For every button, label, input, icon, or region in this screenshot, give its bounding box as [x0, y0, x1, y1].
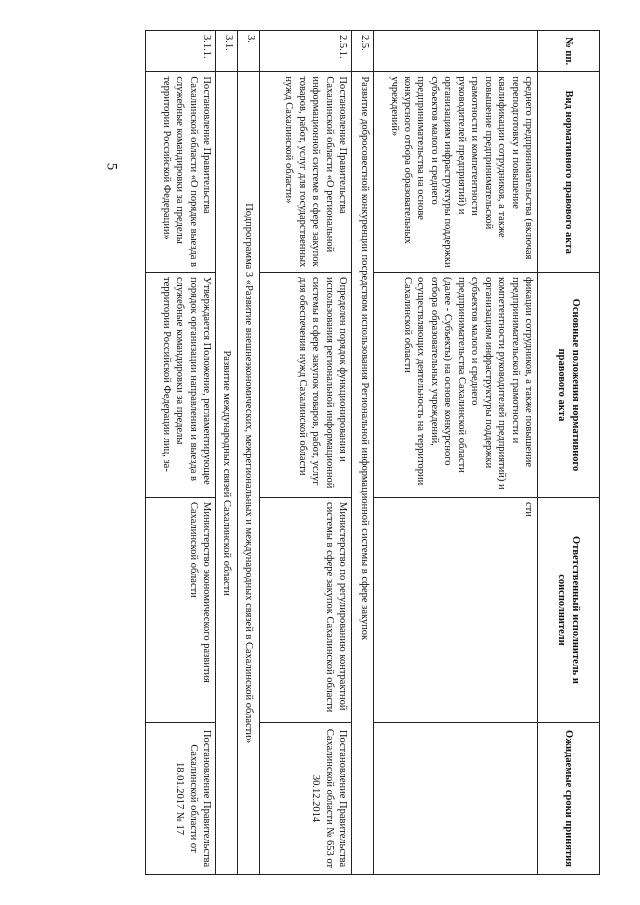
cell-term: Постановление Правительства Сахалинской области от 18.01.2017 № 17 [146, 722, 216, 874]
cell-num: 2.5.1. [260, 31, 352, 72]
section-num: 2.5. [352, 31, 374, 72]
rotated-content [100, 30, 600, 875]
section-num: 3. [238, 31, 260, 72]
page-number: 5 [103, 162, 120, 171]
header-kind: Вид нормативного правового акта [538, 72, 600, 273]
header-num: № пп. [538, 31, 600, 72]
section-num: 3.1. [216, 31, 238, 72]
table-row [146, 31, 216, 875]
section-title: Развитие международных связей Сахалинской области [216, 72, 238, 875]
cell-executor: Министерство по регулированию контрактной системы в сфере закупок Сахалинской области [260, 497, 352, 722]
cell-kind: Постановление Правительства Сахалинской области «О региональной информационной системе в сфере закупок товаров, работ, услуг для государственных нужд Сахалинской области» [260, 72, 352, 273]
section-row-3 [238, 31, 260, 875]
cell-term [374, 722, 538, 874]
section-title: Подпрограмма 3 «Развитие внешнеэкономических, межрегиональных и международных связей в Сахалинской области» [238, 72, 260, 875]
cell-term: Постановление Правительства Сахалинской области № 653 от 30.12.2014 [260, 722, 352, 874]
cell-kind: Постановление Правительства Сахалинской области «О порядке выезда в служебные командировки за пределы территории Российской Федерации» [146, 72, 216, 273]
section-row-2-5 [352, 31, 374, 875]
cell-num [374, 31, 538, 72]
cell-kind: среднего предпринимательства (включая переподготовку и повышение квалификации сотрудников, а также повышение предпринимательской грамотности и компетентности руководителей предприятий) и организациям инфраструктуры поддержки субъектов малого и среднего предпринимательства на основе конкурсного отбора образовательных учреждений» [374, 72, 538, 273]
header-row [538, 31, 600, 875]
header-executor: Ответственный исполнитель и соисполнители [538, 497, 600, 722]
cell-provisions: Определен порядок функционирования и использования региональной информационной системы в сфере закупок товаров, работ, услуг для обеспечения нужд Сахалинской области [260, 273, 352, 498]
section-title: Развитие добросовестной конкуренции посредством использования Региональной информационной системы в сфере закупок [352, 72, 374, 875]
cell-provisions: фикации сотрудников, а также повышение предпринимательской грамотности и компетентности руководителей предприятий) и организациям инфраструктуры поддержки субъектов малого и среднего предпринимательства Сахалинской области (далее - Субъекты) на основе конкурсного отбора образовательных учреждений, осуществляющих деятельность на территории Сахалинской области [374, 273, 538, 498]
header-term: Ожидаемые сроки принятия [538, 722, 600, 874]
table-row [374, 31, 538, 875]
cell-executor: Министерство экономического развития Сахалинской области [146, 497, 216, 722]
cell-executor: сти [374, 497, 538, 722]
legal-acts-table [145, 30, 600, 875]
header-provisions: Основные положения нормативного правового акта [538, 273, 600, 498]
section-row-3-1 [216, 31, 238, 875]
cell-provisions: Утверждается Положение, регламентирующее порядок организации направления и выезда в служебные командировки за пределы территории Российской Федерации лиц, за- [146, 273, 216, 498]
cell-num: 3.1.1. [146, 31, 216, 72]
table-wrapper [100, 30, 600, 875]
table-row [260, 31, 352, 875]
